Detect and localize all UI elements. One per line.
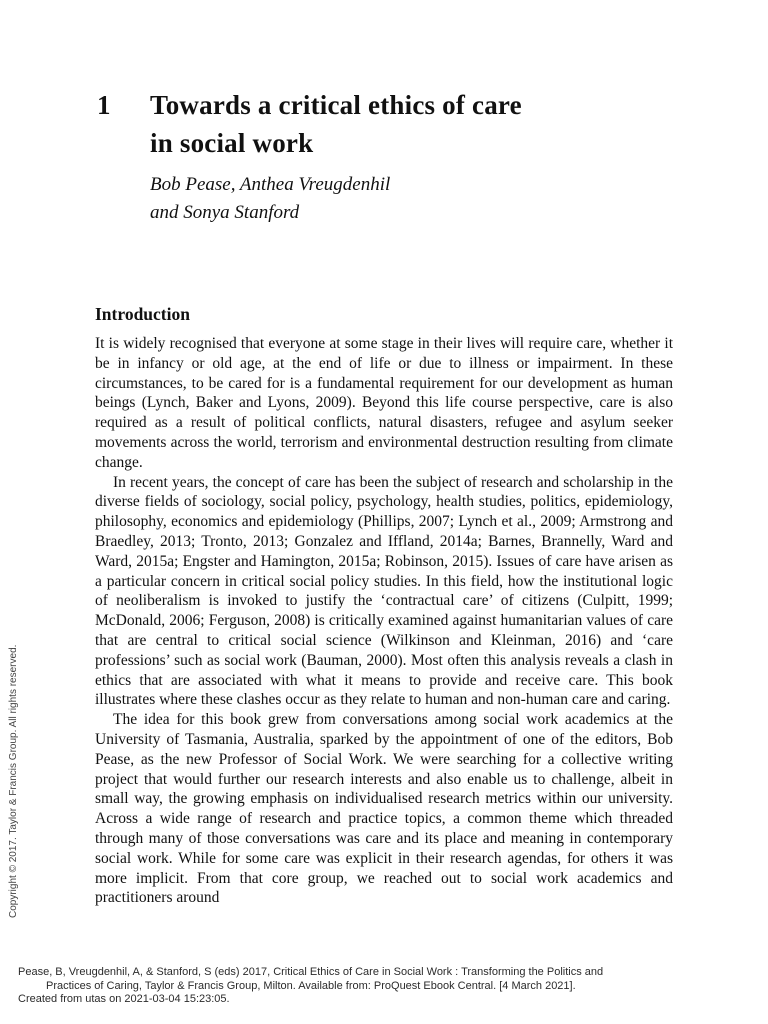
authors-line-2: and Sonya Stanford bbox=[150, 202, 300, 223]
chapter-number: 1 bbox=[97, 90, 111, 120]
citation-line-1: Pease, B, Vreugdenhil, A, & Stanford, S (eds) 2017, Critical Ethics of Care in Social Work : Transforming the Politics and bbox=[18, 966, 604, 978]
citation-line-3: Created from utas on 2021-03-04 15:23:05. bbox=[18, 993, 230, 1005]
authors bbox=[150, 171, 390, 227]
chapter-title-text bbox=[150, 86, 522, 162]
paragraph-1: It is widely recognised that everyone at some stage in their lives will require care, whether it be in infancy or old age, at the end of life or due to illness or impairment. In these circumstances, to be cared for is a fundamental requirement for our development as human beings (Lynch, Baker and Lyons, 2009). Beyond this life course perspective, care is also required as a result of political conflicts, natural disasters, refugee and asylum seeker movements across the world, terrorism and environmental destruction resulting from climate change. bbox=[95, 335, 673, 471]
chapter-title-line-2: in social work bbox=[150, 128, 314, 158]
citation-footer bbox=[18, 966, 748, 1007]
chapter-title bbox=[97, 86, 522, 162]
paragraph-3: The idea for this book grew from conversations among social work academics at the University of Tasmania, Australia, sparked by the appointment of one of the editors, Bob Pease, as the new Professor of Social Work. We were searching for a collective writing project that would further our research interests and also enable us to challenge, albeit in small way, the growing emphasis on individualised research metrics within our university. Across a wide range of research and practice topics, a common theme which threaded through many of those conversations was care and its place and meaning in contemporary social work. While for some care was explicit in their research agendas, for others it was more implicit. From that core group, we reached out to social work academics and practitioners around bbox=[95, 711, 673, 907]
paragraph-2: In recent years, the concept of care has been the subject of research and scholarship in the diverse fields of sociology, social policy, psychology, health studies, politics, epidemiology, philosophy, economics and epidemiology (Phillips, 2007; Lynch et al., 2009; Armstrong and Braedley, 2013; Tronto, 2013; Gonzalez and Iffland, 2014a; Barnes, Brannelly, Ward and Ward, 2015a; Engster and Hamington, 2015a; Robinson, 2015). Issues of care have arisen as a particular concern in critical social policy studies. In this field, how the institutional logic of neoliberalism is invoked to justify the ‘contractual care’ of citizens (Culpitt, 1999; McDonald, 2006; Ferguson, 2008) is critically examined against humanitarian values of care that are central to critical social science (Wilkinson and Kleinman, 2016) and ‘care professions’ such as social work (Bauman, 2000). Most often this analysis reveals a clash in ethics that are associated with what it means to provide and receive care. This book illustrates where these clashes occur as they relate to human and non-human care and caring. bbox=[95, 473, 673, 709]
body-text bbox=[95, 334, 673, 908]
vertical-copyright-notice: Copyright © 2017. Taylor & Francis Group. All rights reserved. bbox=[8, 644, 19, 918]
authors-line-1: Bob Pease, Anthea Vreugdenhil bbox=[150, 174, 391, 195]
section-heading: Introduction bbox=[95, 304, 190, 324]
citation-line-2: Practices of Caring, Taylor & Francis Group, Milton. Available from: ProQuest Ebook Central. [4 March 2021]. bbox=[46, 979, 576, 992]
chapter-title-line-1: Towards a critical ethics of care bbox=[150, 90, 522, 120]
